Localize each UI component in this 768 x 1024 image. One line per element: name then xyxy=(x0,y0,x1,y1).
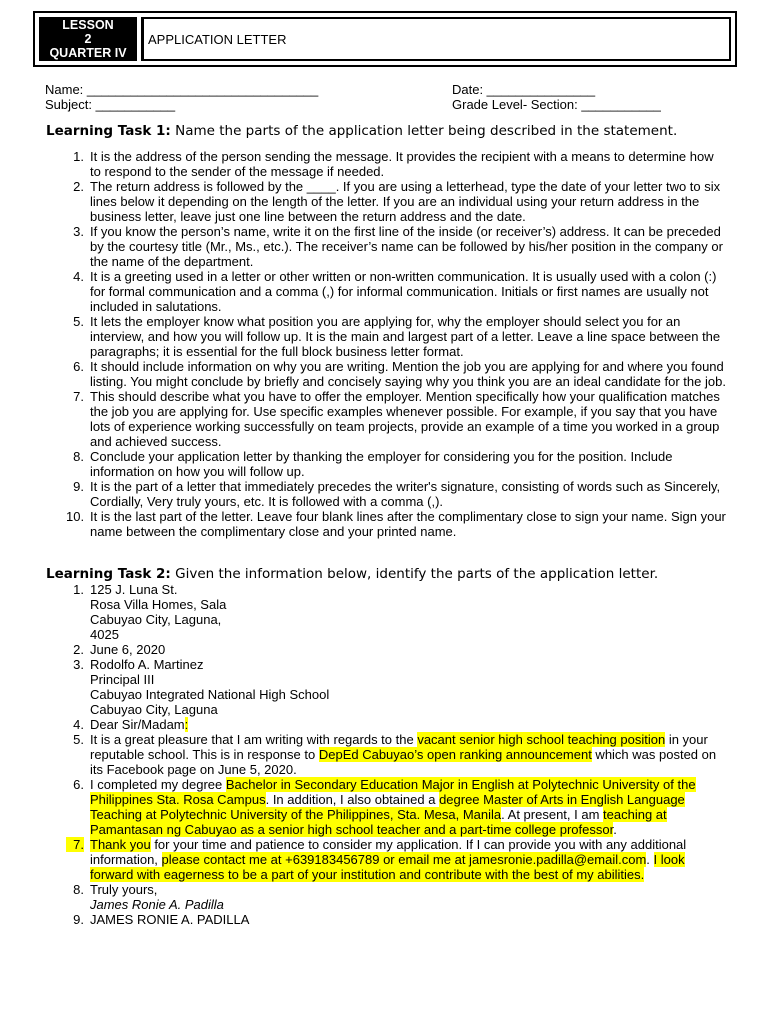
task2-list xyxy=(66,582,726,927)
item-text: If you know the person’s name, write it on the first line of the inside (or receiver’s) address. It can be preceded by the courtesy title (Mr., Ms., etc.). The receiver’s name can be followed by his/her position in the company or the name of the department. xyxy=(90,224,723,269)
lesson-header xyxy=(33,11,737,67)
list-item xyxy=(66,449,726,479)
item-number: 10. xyxy=(66,509,85,524)
paragraph-text: . xyxy=(646,852,654,867)
item-number: 1. xyxy=(73,149,84,164)
item-number: 3. xyxy=(73,224,84,239)
address-line: Cabuyao City, Laguna, xyxy=(90,612,222,627)
paragraph-text: . At present, I am xyxy=(501,807,604,822)
list-item: 9. JAMES RONIE A. PADILLA xyxy=(73,912,250,927)
inside-address-line: Cabuyao Integrated National High School xyxy=(90,687,330,702)
lesson-badge xyxy=(39,17,137,61)
list-item: 3. Rodolfo A. Martinez Principal III Cabuyao Integrated National High School Cabuyao City, Laguna xyxy=(66,657,726,717)
highlight: : xyxy=(184,717,189,732)
item-number: 5. xyxy=(73,314,84,329)
item-number: 6. xyxy=(73,359,84,374)
signature: James Ronie A. Padilla xyxy=(90,897,224,912)
lesson-title: APPLICATION LETTER xyxy=(148,31,287,47)
list-item: 8. Truly yours, James Ronie A. Padilla xyxy=(66,882,726,912)
inside-address-line: Principal III xyxy=(90,672,155,687)
address-line: Rosa Villa Homes, Sala xyxy=(90,597,227,612)
list-item xyxy=(66,179,726,224)
item-number: 4. xyxy=(73,269,84,284)
quarter-label: QUARTER IV xyxy=(49,46,127,60)
list-item xyxy=(66,314,726,359)
complimentary-close: Truly yours, xyxy=(90,882,158,897)
subject-field[interactable]: Subject: ___________ xyxy=(45,96,176,112)
item-text: It should include information on why you are writing. Mention the job you are applying for and where you found listing. You might conclude by briefly and concisely saying why you think you are an ideal candidate for the job. xyxy=(90,359,726,389)
paragraph-text: . In addition, I also obtained a xyxy=(265,792,440,807)
highlight: degree Master of Arts in English Language Teaching at Polytechnic University of the Philippines, Sta. Mesa, Manila xyxy=(90,792,685,822)
list-item xyxy=(66,359,726,389)
task2-label: Learning Task 2: xyxy=(46,566,171,582)
paragraph-text: for your time and patience to consider my application. If I can provide you with any additional information, xyxy=(90,837,687,867)
paragraph-text: It is a great pleasure that I am writing with regards to the xyxy=(90,732,418,747)
list-item xyxy=(66,389,726,449)
highlight: teaching at Pamantasan ng Cabuyao as a senior high school teacher and a part-time college professor xyxy=(90,807,667,837)
list-item xyxy=(66,224,726,269)
list-item: 4. Dear Sir/Madam: xyxy=(73,717,189,732)
item-number: 7. xyxy=(73,389,84,404)
student-info-fields xyxy=(45,83,705,112)
list-item: 5. It is a great pleasure that I am writing with regards to the vacant senior high school teaching position in your reputable school. This is in response to DepEd Cabuyao’s open ranking announcement which was posted on its Facebook page on June 5, 2020. xyxy=(73,732,717,777)
salutation-text: Dear Sir/Madam xyxy=(90,717,185,732)
address-line: 4025 xyxy=(90,627,119,642)
inside-address-line: Cabuyao City, Laguna xyxy=(90,702,218,717)
paragraph-text: in your reputable school. This is in response to xyxy=(90,732,708,762)
item-text: Conclude your application letter by thanking the employer for considering you for the position. Include information on how you will follow up. xyxy=(90,449,673,479)
list-item: 7. Thank you for your time and patience to consider my application. If I can provide you with any additional information, please contact me at +639183456789 or email me at jamesronie.padilla@email.com. I look forward with eagerness to be a part of your institution and contribute with the best of my abilities. xyxy=(66,837,726,882)
inside-address-line: Rodolfo A. Martinez xyxy=(90,657,204,672)
task1-heading xyxy=(46,123,677,139)
list-item: 2. June 6, 2020 xyxy=(73,642,166,657)
item-number: 2. xyxy=(73,179,84,194)
highlight: vacant senior high school teaching position xyxy=(417,732,666,747)
list-item: 6. I completed my degree Bachelor in Secondary Education Major in English at Polytechnic University of the Philippines Sta. Rosa Campus. In addition, I also obtained a degree Master of Arts in English Language Teaching at Polytechnic University of the Philippines, Sta. Mesa, Manila. At present, I am teaching at Pamantasan ng Cabuyao as a senior high school teacher and a part-time college professor. xyxy=(73,777,696,837)
list-item xyxy=(66,479,726,509)
date-field[interactable]: Date: _______________ xyxy=(452,82,596,97)
task2-heading xyxy=(46,566,658,582)
task2-instruction: Given the information below, identify the parts of the application letter. xyxy=(170,566,659,582)
highlight: I look forward with eagerness to be a part of your institution and contribute with the best of my abilities. xyxy=(90,852,685,882)
lesson-title-box xyxy=(141,17,731,61)
item-text: It is the part of a letter that immediately precedes the writer's signature, consisting of words such as Sincerely, Cordially, Very truly yours, etc. It is followed with a comma (,). xyxy=(90,479,721,509)
item-text: It lets the employer know what position you are applying for, why the employer should select you for an interview, and how you will follow up. It is the main and largest part of a letter. Leave a line space between the paragraphs; it is essential for the full block business letter format. xyxy=(90,314,721,359)
list-item xyxy=(66,269,726,314)
item-text: It is the last part of the letter. Leave four blank lines after the complimentary close to sign your name. Sign your name between the complimentary close and your printed name. xyxy=(90,509,726,539)
highlight: DepEd Cabuyao’s open ranking announcement xyxy=(318,747,592,762)
lesson-label: LESSON xyxy=(62,18,114,32)
item-number: 9. xyxy=(73,479,84,494)
grade-section-field[interactable]: Grade Level- Section: ___________ xyxy=(452,96,661,112)
task1-label: Learning Task 1: xyxy=(46,123,171,139)
item-text: The return address is followed by the ____. If you are using a letterhead, type the date of your letter two to six lines below it depending on the length of the letter. If you are an individual using your return address in the business letter, leave just one line between the return address and the date. xyxy=(90,179,721,224)
date-line: June 6, 2020 xyxy=(90,642,166,657)
lesson-number: 2 xyxy=(84,32,92,46)
highlight: Bachelor in Secondary Education Major in English at Polytechnic University of the Philippines Sta. Rosa Campus xyxy=(90,777,696,807)
address-line: 125 J. Luna St. xyxy=(90,582,178,597)
item-number: 8. xyxy=(73,449,84,464)
item-text: It is a greeting used in a letter or other written or non-written communication. It is usually used with a colon (:) for formal communication and a comma (,) for informal communication. Initials or first names are usually not included in salutations. xyxy=(90,269,717,314)
task1-list xyxy=(66,149,726,539)
printed-name: JAMES RONIE A. PADILLA xyxy=(90,912,250,927)
list-item xyxy=(66,149,726,179)
highlight: Thank you xyxy=(90,837,151,852)
paragraph-text: . xyxy=(613,822,617,837)
item-text: This should describe what you have to offer the employer. Mention specifically how your qualification matches the job you are applying for. Use specific examples whenever possible. For example, if you say that you have lots of experience working successfully on team projects, provide an example of a time you worked in a group and achieved success. xyxy=(90,389,720,449)
item-text: It is the address of the person sending the message. It provides the recipient with a means to determine how to respond to the sender of the message if needed. xyxy=(90,149,714,179)
list-item xyxy=(66,509,726,539)
list-item: 1. 125 J. Luna St. Rosa Villa Homes, Sala Cabuyao City, Laguna, 4025 xyxy=(66,582,726,642)
task1-instruction: Name the parts of the application letter being described in the statement. xyxy=(170,123,678,139)
paragraph-text: I completed my degree xyxy=(90,777,226,792)
paragraph-text: which was posted on its Facebook page on June 5, 2020. xyxy=(90,747,717,777)
name-field[interactable]: Name: ________________________________ xyxy=(45,82,319,97)
highlight: please contact me at +639183456789 or email me at jamesronie.padilla@email.com xyxy=(161,852,647,867)
